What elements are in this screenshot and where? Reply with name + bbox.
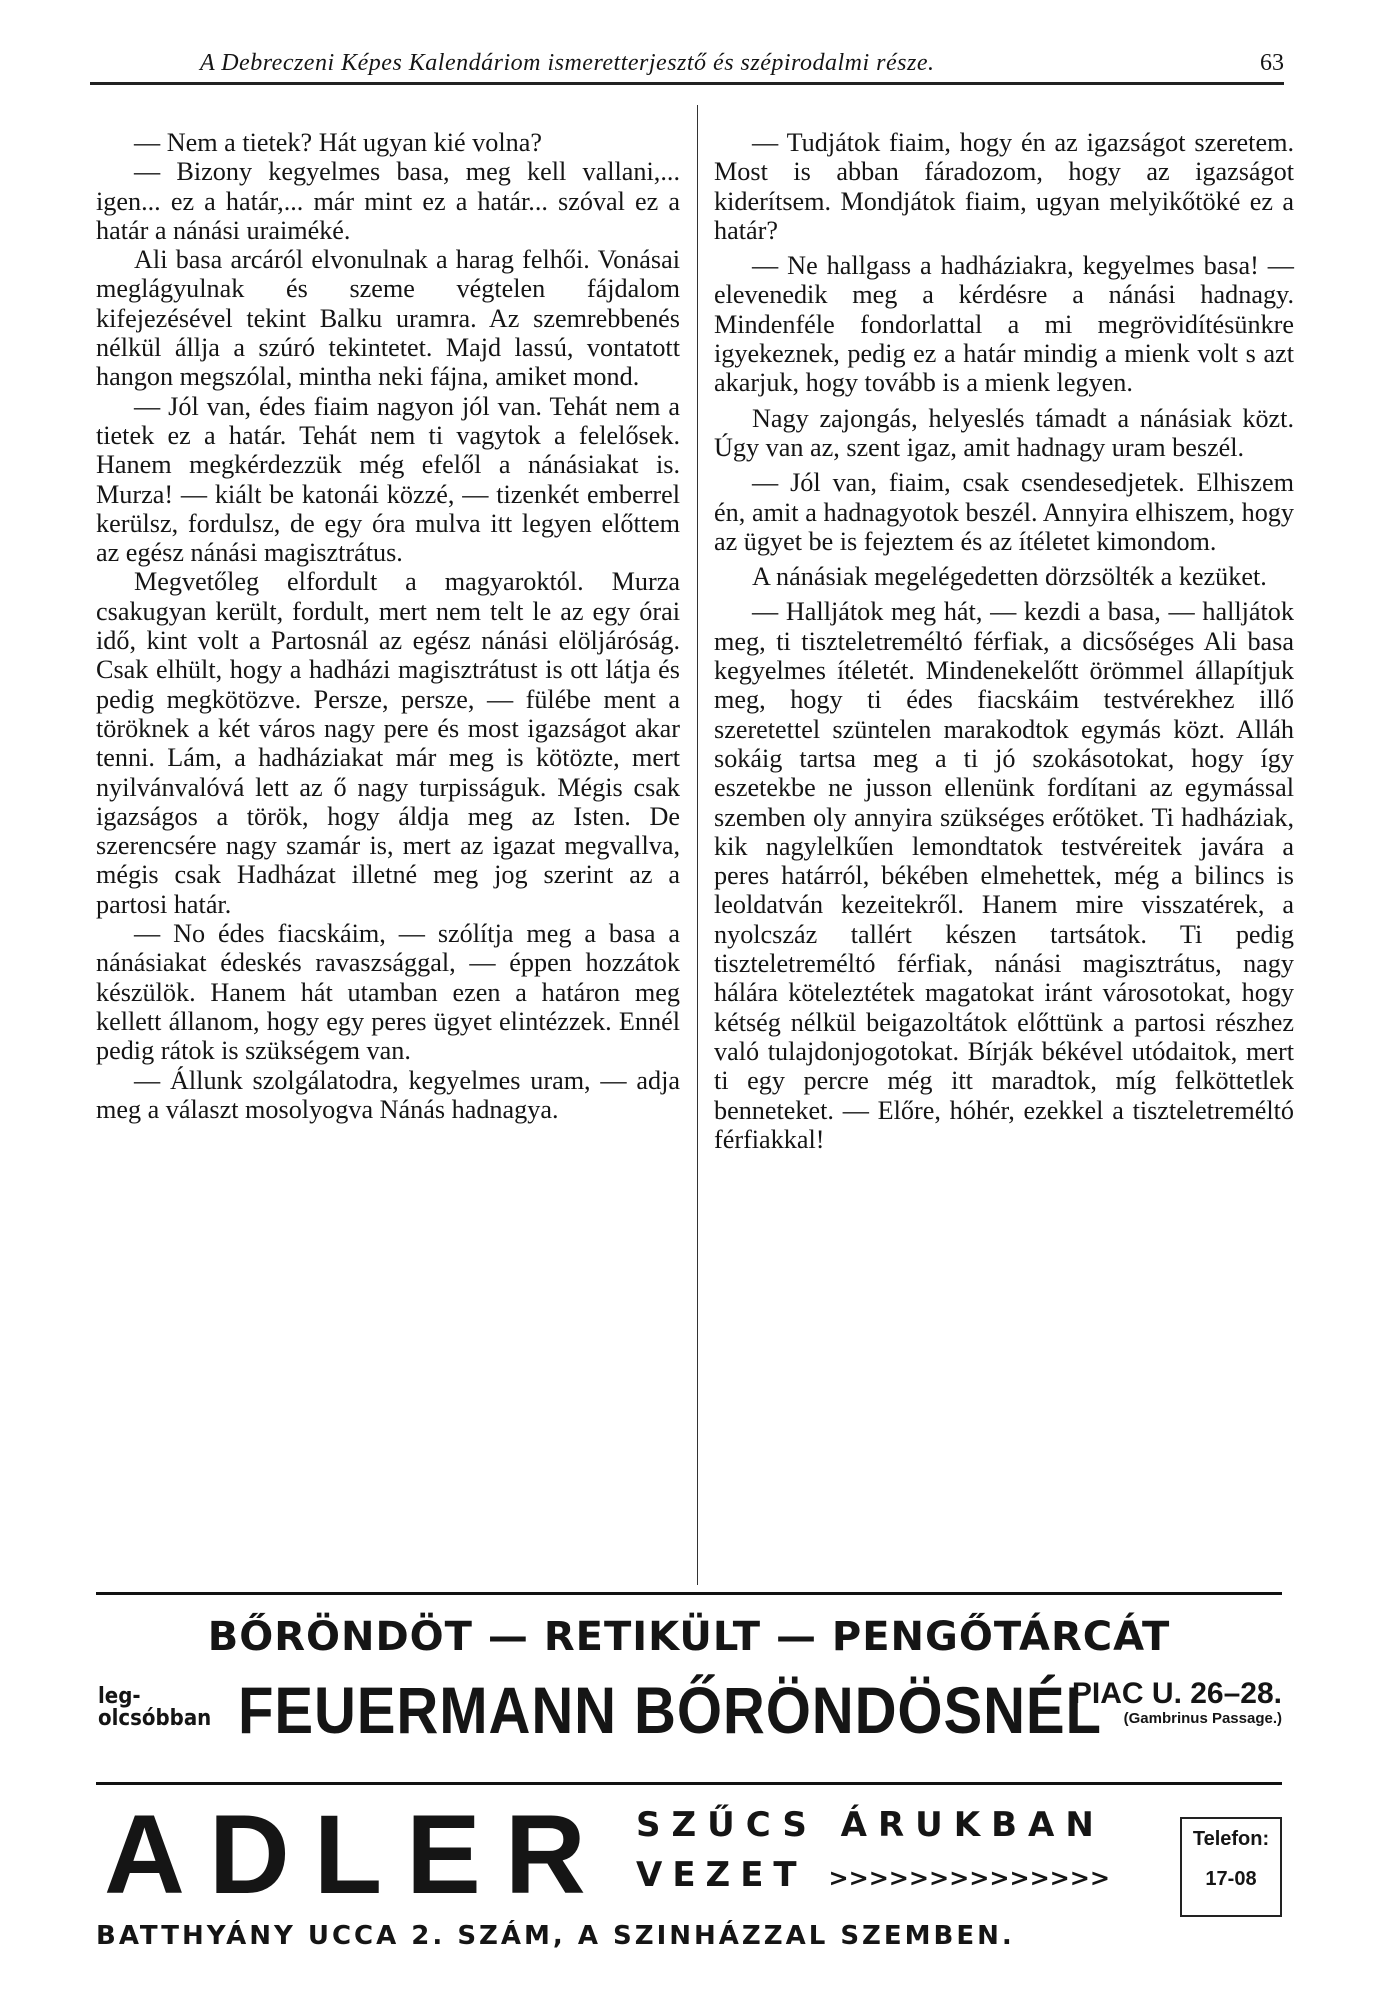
paragraph: — Jól van, fiaim, csak csendesedjetek. Elhiszem én, amit a hadnagyotok beszél. Annyira elhiszem, hogy az ügyet be is fejeztem és az ítéletet kimondom. xyxy=(714,468,1294,556)
ad-tagline-2: VEZET >>>>>>>>>>>>>> xyxy=(636,1855,1110,1895)
ad-address: PIAC U. 26–28. (Gambrinus Passage.) xyxy=(1071,1677,1282,1727)
paragraph: — Nem a tietek? Hát ugyan kié volna? xyxy=(134,128,542,157)
arrows-ornament: >>>>>>>>>>>>>> xyxy=(828,1864,1110,1892)
paragraph: — Ne hallgass a hadháziakra, kegyelmes basa! — elevenedik meg a kérdésre a nánási hadnagy. Mindenféle fondorlattal a mi megrövidítésünkre igyekeznek, pedig ez a határ mindig a mienk volt s azt akarjuk, hogy tovább is a mienk legyen. xyxy=(714,251,1294,398)
paragraph: A nánásiak megelégedetten dörzsölték a kezüket. xyxy=(752,562,1267,592)
phone-box: Telefon: 17-08 xyxy=(1180,1817,1282,1917)
ad-divider xyxy=(96,1592,1282,1595)
ad-address: BATTHYÁNY UCCA 2. SZÁM, A SZINHÁZZAL SZEMBEN. xyxy=(96,1921,1015,1951)
page-header xyxy=(90,48,1284,85)
paragraph: — Tudjátok fiaim, hogy én az igazságot szeretem. Most is abban fáradozom, hogy az igazságot kiderítsem. Mondjátok fiaim, ugyan melyikőtöké ez a határ? xyxy=(714,128,1294,245)
ad-shop-name: FEUERMANN BŐRÖNDÖSNÉL xyxy=(238,1673,1102,1747)
right-column xyxy=(714,128,1294,1160)
paragraph: — Bizony kegyelmes basa, meg kell vallani,... igen... ez a határ,... már mint ez a határ... szóval ez a határ a nánási uraiméké. xyxy=(96,157,680,245)
ad-cheapest-label: leg- olcsóbban xyxy=(98,1684,212,1731)
paragraph: — Állunk szolgálatodra, kegyelmes uram, — adja meg a választ mosolyogva Nánás hadnagya. xyxy=(96,1065,680,1124)
paragraph: Ali basa arcáról elvonulnak a harag felhői. Vonásai meglágyulnak és szeme végtelen fájdalom kifejezésével tekint Balku uramra. Az szemrebbenés nélkül állja a szúró tekintetet. Majd lassú, vontatott hangon megszólal, mintha neki fájna, amiket mond. xyxy=(96,245,680,392)
feuermann-advertisement xyxy=(96,1608,1282,1768)
paragraph: — Halljátok meg hát, — kezdi a basa, — halljátok meg, ti tiszteletreméltó férfiak, a dicsőséges Ali basa kegyelmes ítéletét. Mindenekelőtt örömmel állapítjuk meg, hogy ti édes fiacskáim testvérekhez illő szeretettel szüntelen marakodtok egymás közt. Alláh sokáig tartsa meg a ti jó szokásotokat, hogy így eszetekbe ne jusson ellenünk fordítani az egymással szemben oly annyira szükséges erőtöket. Ti hadháziak, kik nagylelkűen lemondtatok testvéreitek javára a peres határról, békében elmehettek, még a bilincs is leoldatván kezeitekről. Hanem mire visszatérek, a nyolcszáz tallért készen tartsátok. Ti pedig tiszteletreméltó férfiak, nánási magisztrátus, nagy hálára köteleztétek magatokat iránt városotokat, hogy kétség nélkül beigazoltátok előttünk a partosi részhez való tulajdonjogotokat. Bírják békével utódaitok, mert ti egy percre még itt maradtok, míg felköttetlek benneteket. — Előre, hóhér, ezekkel a tiszteletreméltó férfiakkal! xyxy=(714,597,1294,1154)
paragraph: — No édes fiacskáim, — szólítja meg a basa a nánásiakat édeskés ravaszsággal, — éppen hozzátok készülök. Hanem hát utamban ezen a határon meg kellett állanom, hogy egy peres ügyet elintézzek. Ennél pedig rátok is szükségem van. xyxy=(96,919,680,1066)
page-number: 63 xyxy=(1260,50,1284,76)
adler-advertisement xyxy=(96,1792,1282,1955)
ad-headline: BŐRÖNDÖT — RETIKÜLT — PENGŐTÁRCÁT xyxy=(207,1614,1171,1660)
paragraph: Nagy zajongás, helyeslés támadt a nánásiak közt. Úgy van az, szent igaz, amit hadnagy uram beszél. xyxy=(714,403,1294,462)
ad-brand: ADLER xyxy=(104,1792,610,1917)
left-column xyxy=(96,128,680,1124)
running-title: A Debreczeni Képes Kalendáriom ismeretterjesztő és szépirodalmi része. xyxy=(200,50,935,76)
paragraph: Megvetőleg elfordult a magyaroktól. Murza csakugyan került, fordult, mert nem telt le az egy órai idő, kint volt a Partosnál az egész nánási elöljáróság. Csak elhült, hogy a hadházi magisztrátust is ott látja és pedig megkötözve. Persze, persze, — fülébe ment a töröknek a két város nagy pere és most igazságot akar tenni. Lám, a hadháziakat már meg is kötözte, mert nyilvánvalóvá lett az ő nagy turpisságuk. Mégis csak igazságos a török, hogy áldja meg az Isten. De szerencsére nagy szamár is, mert az igazat megvallva, mégis csak Hadházat illetné meg jog szerint az a partosi határ. xyxy=(96,567,680,919)
column-divider xyxy=(697,105,698,1585)
ad-divider xyxy=(96,1782,1282,1785)
paragraph: — Jól van, édes fiaim nagyon jól van. Tehát nem a tietek ez a határ. Tehát nem ti vagytok a felelősek. Hanem megkérdezzük még efelől a nánásiakat is. Murza! — kiált be katonái közzé, — tizenkét emberrel kerülsz, fordulsz, de egy óra mulva itt legyen előttem az egész nánási magisztrátus. xyxy=(96,391,680,568)
ad-tagline: SZŰCS ÁRUKBAN xyxy=(636,1805,1105,1845)
